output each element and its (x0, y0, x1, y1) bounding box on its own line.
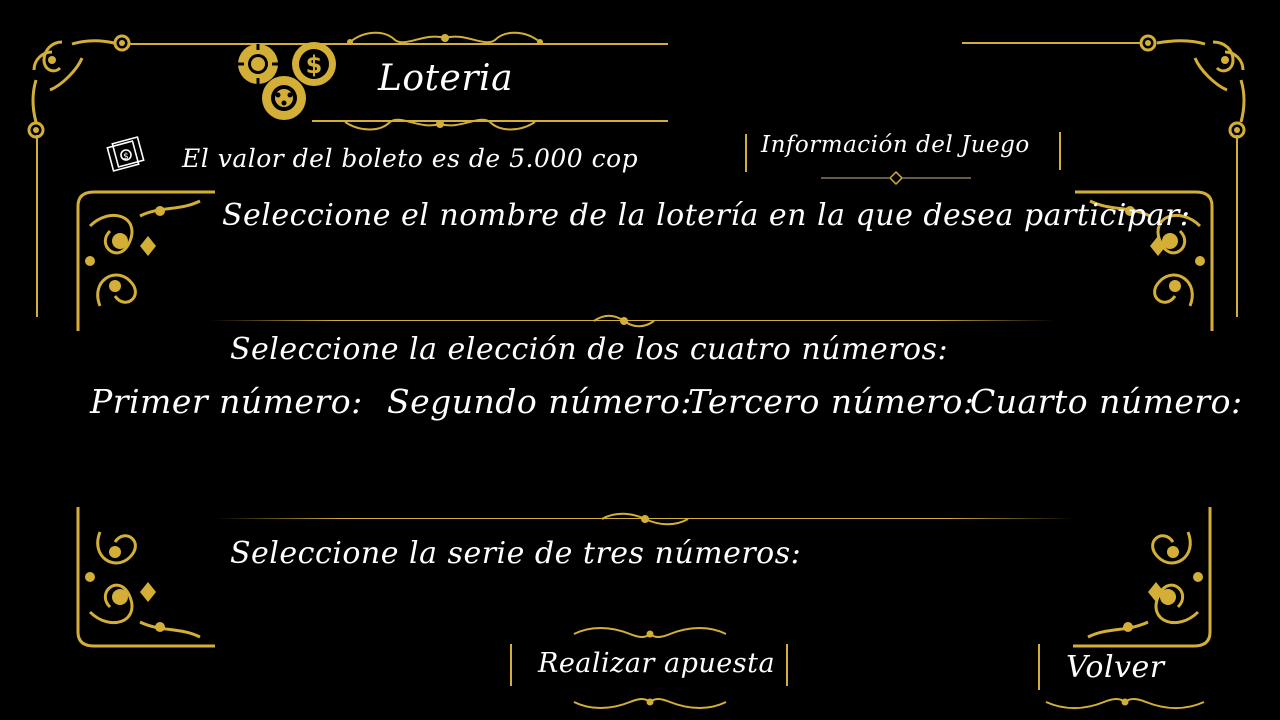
svg-text:$: $ (123, 152, 129, 162)
place-bet-label: Realizar apuesta (538, 648, 776, 679)
divider-lottery-ornament (592, 314, 656, 328)
divider-numbers-ornament (600, 512, 690, 526)
info-button-right-bar (1059, 132, 1061, 170)
third-number-label: Tercero número: (688, 382, 975, 421)
back-left-bar (1038, 644, 1040, 690)
top-left-corner-ornament (22, 30, 142, 140)
bet-bottom-ornament (570, 694, 730, 710)
page-title: Loteria (378, 58, 514, 99)
ticket-price-text: El valor del boleto es de 5.000 cop (182, 144, 639, 173)
back-label: Volver (1066, 650, 1165, 685)
bet-right-bar (786, 644, 788, 686)
title-flourish-ornament (340, 114, 540, 134)
game-info-button[interactable] (745, 128, 1063, 190)
info-diamond-ornament (821, 172, 971, 184)
second-number-label: Segundo número: (387, 382, 692, 421)
top-right-corner-ornament (1135, 30, 1255, 140)
bet-left-bar (510, 644, 512, 686)
info-button-left-bar (745, 134, 747, 172)
money-bill-icon (106, 134, 146, 174)
back-bottom-ornament (1042, 694, 1208, 712)
back-button[interactable] (1036, 636, 1212, 716)
bottom-left-floral-ornament (70, 502, 220, 652)
first-number-label: Primer número: (90, 382, 363, 421)
place-bet-button[interactable] (508, 624, 792, 714)
series-select-prompt: Seleccione la serie de tres números: (230, 536, 802, 571)
bottom-right-floral-ornament (1068, 502, 1218, 652)
right-border-line (1236, 135, 1238, 317)
left-floral-ornament (70, 186, 220, 336)
fourth-number-label: Cuarto número: (970, 382, 1243, 421)
top-flourish-ornament (345, 28, 545, 50)
top-right-border-line (962, 42, 1142, 44)
bet-top-ornament (570, 626, 730, 642)
casino-chips-icon (236, 40, 340, 122)
lottery-select-prompt: Seleccione el nombre de la lotería en la que desea participar: (222, 198, 1191, 233)
left-border-line (36, 135, 38, 317)
svg-text:$: $ (305, 51, 323, 79)
game-info-label: Información del Juego (761, 132, 1030, 158)
numbers-select-prompt: Seleccione la elección de los cuatro números: (230, 332, 949, 367)
